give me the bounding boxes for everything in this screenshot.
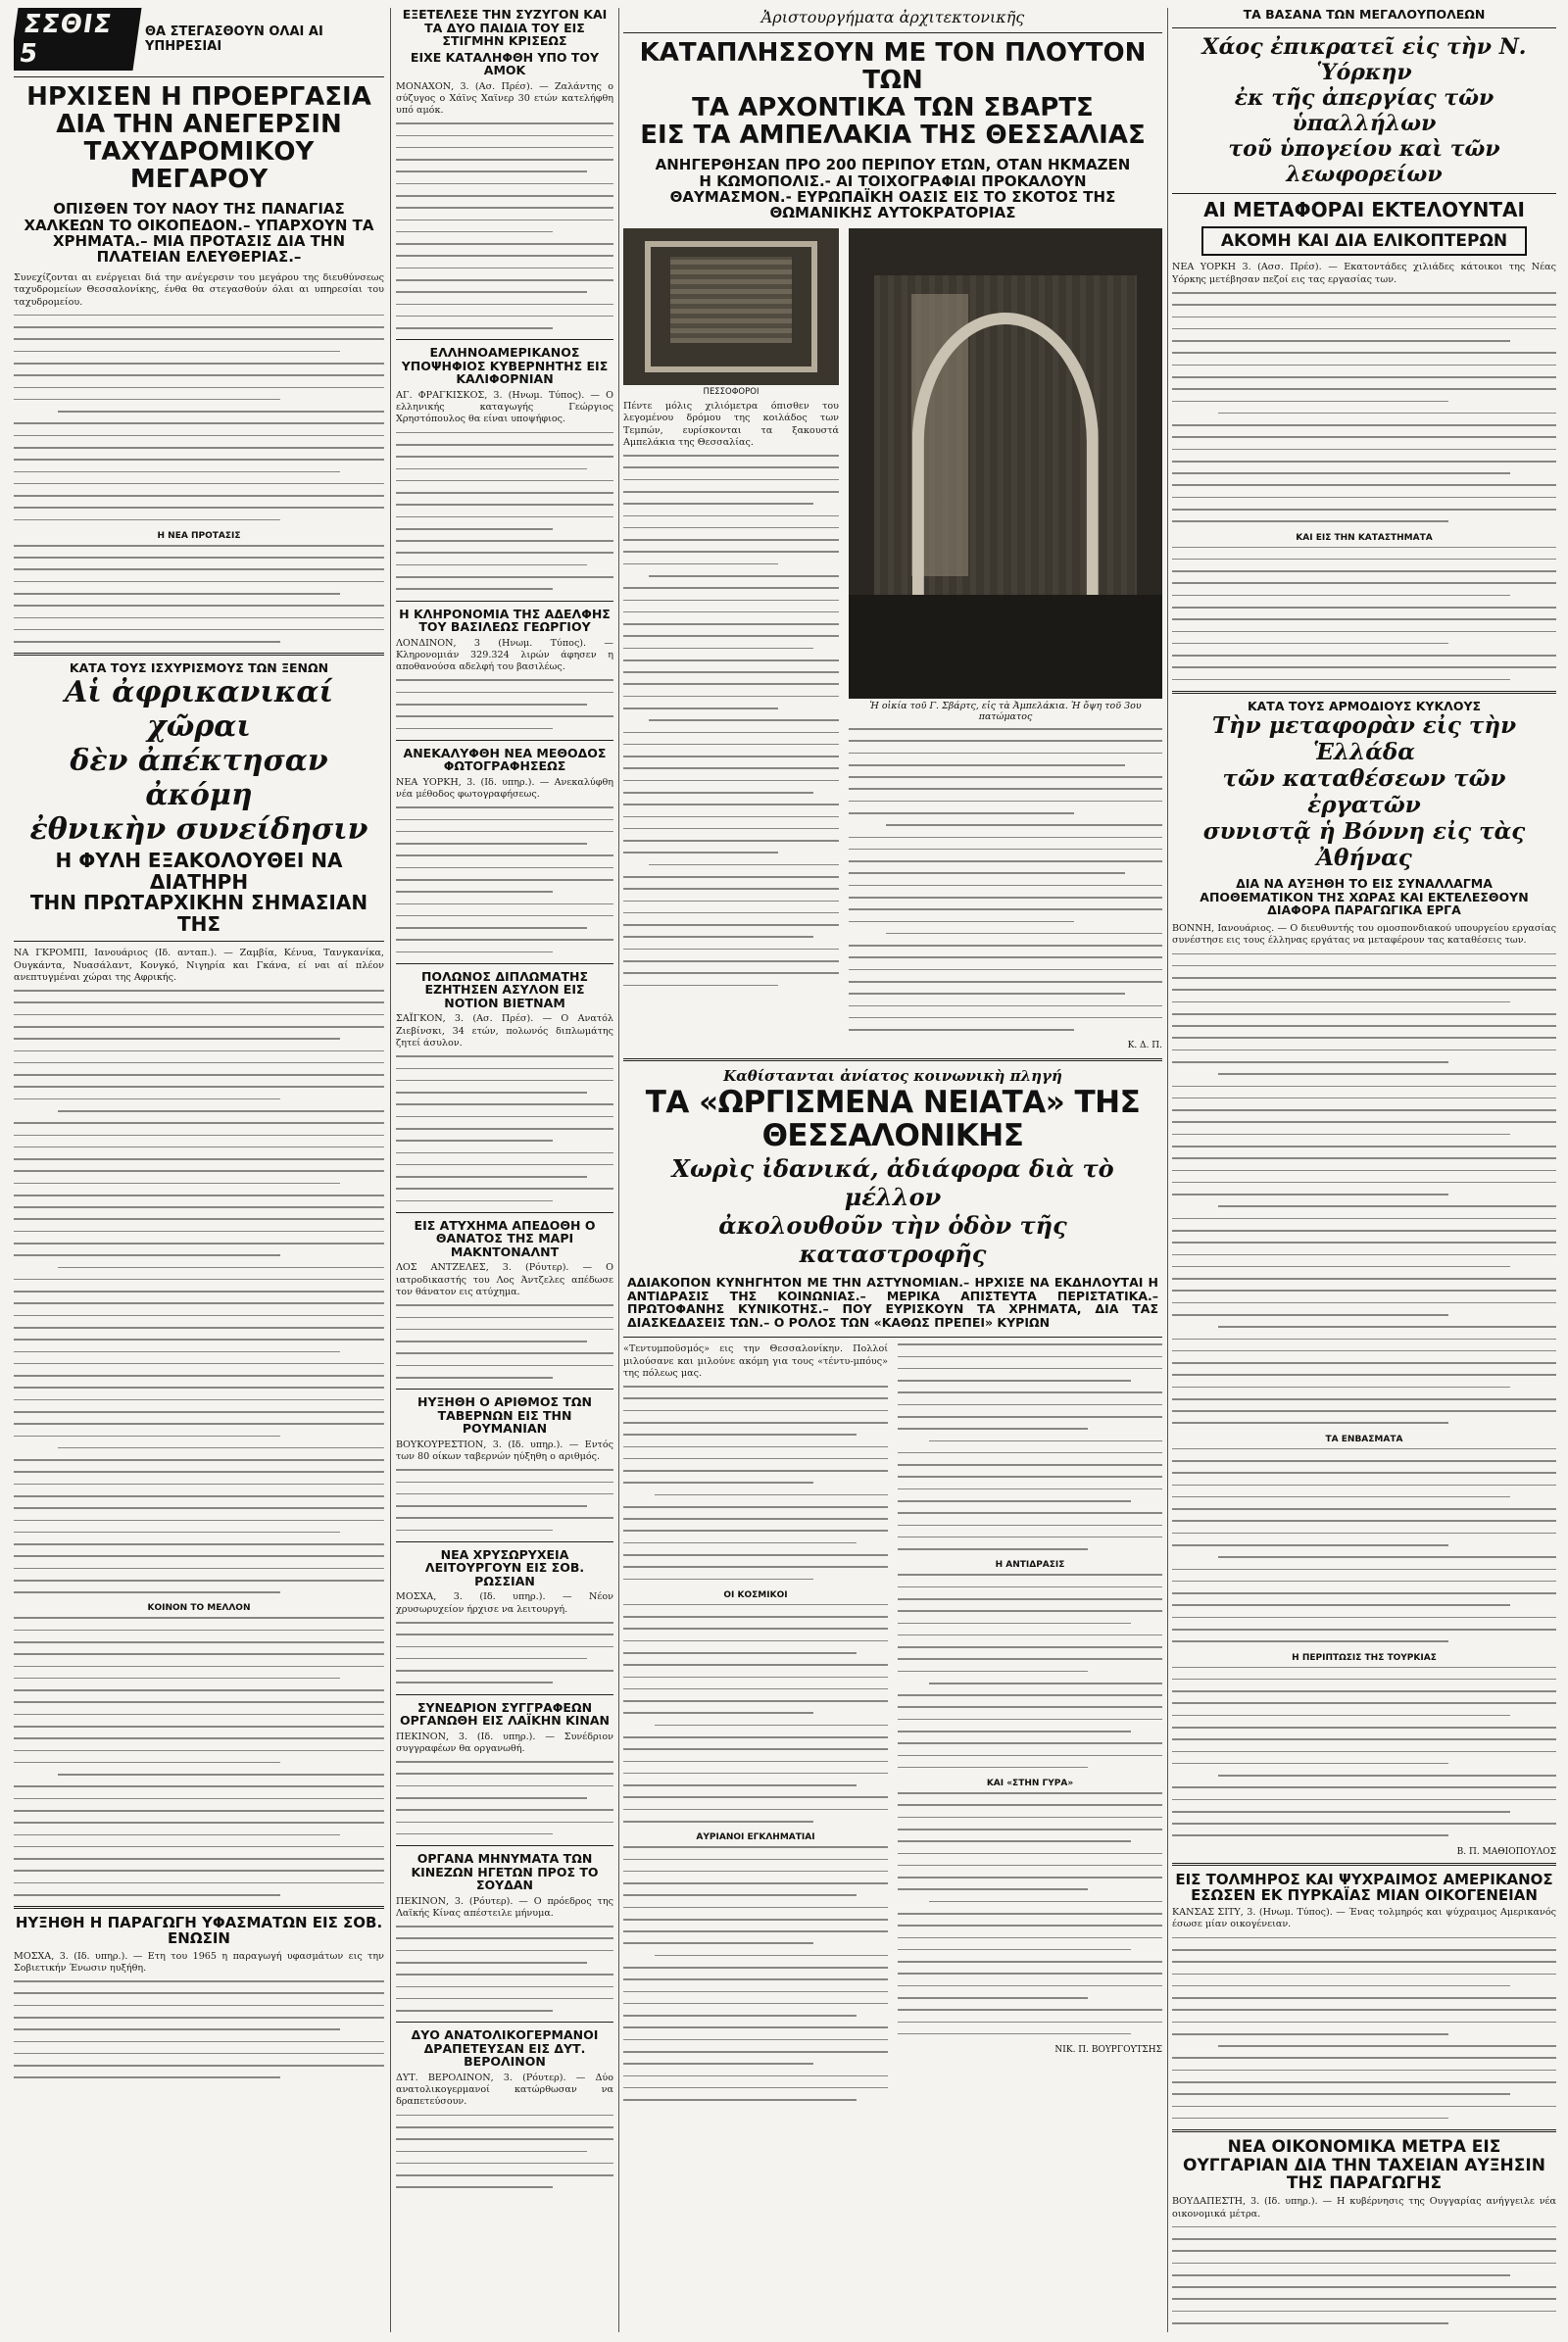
headline: συνιστᾷ ἡ Βόννη εἰς τὰς Ἀθήνας — [1202, 818, 1526, 872]
body-text — [623, 1846, 888, 2101]
article-lead: ΒΟΝΝΗ, Ιανουάριος. — Ο διευθυντής του ομοσπονδιακού υπουργείου εργασίας συνέστησε εις τους έλληνας εργάτας να μεταφέρουν τας καταθέσεις των. — [1172, 922, 1556, 947]
subhead: ΚΑΙ ΕΙΣ ΤΗΝ ΚΑΤΑΣΤΗΜΑΤΑ — [1296, 532, 1433, 543]
deck: ΟΠΙΣΘΕΝ ΤΟΥ ΝΑΟΥ ΤΗΣ ΠΑΝΑΓΙΑΣ ΧΑΛΚΕΩΝ ΤΟ ΟΙΚΟΠΕΔΟΝ.– ΥΠΑΡΧΟΥΝ ΤΑ ΧΡΗΜΑΤΑ.– ΜΙΑ ΠΡΟΤΑΣΙΣ ΔΙΑ ΤΗΝ ΠΛΑΤΕΙΑΝ ΕΛΕΥΘΕΡΙΑΣ.– — [24, 200, 374, 266]
headline: ΗΥΞΗΘΗ Ο ΑΡΙΘΜΟΣ ΤΩΝ ΤΑΒΕΡΝΩΝ ΕΙΣ ΤΗΝ ΡΟΥΜΑΝΙΑΝ — [417, 1394, 592, 1437]
headline: ΕΙΣ ΤΟΛΜΗΡΟΣ ΚΑΙ ΨΥΧΡΑΙΜΟΣ ΑΜΕΡΙΚΑΝΟΣ ΕΣΩΣΕΝ ΕΚ ΠΥΡΚΑΪΑΣ ΜΙΑΝ ΟΙΚΟΓΕΝΕΙΑΝ — [1175, 1870, 1553, 1904]
headline: ΠΟΛΩΝΟΣ ΔΙΠΛΩΜΑΤΗΣ ΕΖΗΤΗΣΕΝ ΑΣΥΛΟΝ ΕΙΣ ΝΟΤΙΟΝ ΒΙΕΤΝΑΜ — [420, 968, 589, 1010]
deck: ΔΙΑ ΝΑ ΑΥΞΗΘΗ ΤΟ ΕΙΣ ΣΥΝΑΛΛΑΓΜΑ ΑΠΟΘΕΜΑΤΙΚΟΝ ΤΗΣ ΧΩΡΑΣ ΚΑΙ ΕΚΤΕΛΕΣΘΟΥΝ ΔΙΑΦΟΡΑ ΠΑΡΑΓΩΓΙΚΑ ΕΡΓΑ — [1200, 876, 1529, 918]
headline: ΔΥΟ ΑΝΑΤΟΛΙΚΟΓΕΡΜΑΝΟΙ ΔΡΑΠΕΤΕΥΣΑΝ ΕΙΣ ΔΥΤ. ΒΕΡΟΛΙΝΟΝ — [411, 2027, 599, 2070]
photo-caption: Ἡ οἰκία τοῦ Γ. Σβάρτς, εἰς τὰ Ἀμπελάκια. Ἡ ὄψη τοῦ 3ου πατώματος — [869, 701, 1142, 723]
body-text — [1172, 1667, 1556, 1837]
article-lead: ΝΑ ΓΚΡΟΜΠΙ, Ιανουάριος (Ιδ. ανταπ.). — Ζαμβία, Κένυα, Τανγκανίκα, Ουγκάντα, Νυασάλαντ, Κονγκό, Νιγηρία και Γκάνα, εί ναι αί πλέον ανεπτυγμέναι χώραι της Αφρικής. — [14, 948, 384, 983]
headline: ΤΑ ΑΡΧΟΝΤΙΚΑ ΤΩΝ ΣΒΑΡΤΣ — [692, 93, 1094, 123]
deck: ΑΝΗΓΕΡΘΗΣΑΝ ΠΡΟ 200 ΠΕΡΙΠΟΥ ΕΤΩΝ, ΟΤΑΝ ΗΚΜΑΖΕΝ Η ΚΩΜΟΠΟΛΙΣ.- ΑΙ ΤΟΙΧΟΓΡΑΦΙΑΙ ΠΡΟΚΑΛΟΥΝ ΘΑΥΜΑΣΜΟΝ.- ΕΥΡΩΠΑΪΚΗ ΟΑΣΙΣ ΕΙΣ ΤΟ ΣΚΟΤΟΣ ΤΗΣ ΘΩΜΑΝΙΚΗΣ ΑΥΤΟΚΡΑΤΟΡΙΑΣ — [655, 156, 1131, 221]
divider — [396, 1845, 613, 1846]
article-lead: ΜΟΣΧΑ, 3. (Ιδ. υπηρ.). — Ετη του 1965 η παραγωγή υφασμάτων εις την Σοβιετικήν Ένωσιν ηυξήθη. — [14, 1950, 384, 1974]
subhead: ΚΟΙΝΟΝ ΤΟ ΜΕΛΛΟΝ — [147, 1603, 251, 1614]
divider — [396, 1694, 613, 1695]
body-text — [396, 1761, 613, 1834]
kicker: Καθίστανται ἀνίατος κοινωνικὴ πληγή — [723, 1067, 1062, 1086]
kicker: ΚΑΤΑ ΤΟΥΣ ΑΡΜΟΔΙΟΥΣ ΚΥΚΛΟΥΣ — [1247, 698, 1482, 713]
divider — [396, 1389, 613, 1390]
article-lead: ΠΕΚΙΝΟΝ, 3. (Ιδ. υπηρ.). — Συνέδριον συγγραφέων θα οργανωθή. — [396, 1731, 613, 1754]
deck-box — [1201, 226, 1527, 256]
headline: ΚΑΤΑΠΛΗΣΣΟΥΝ ΜΕ ΤΟΝ ΠΛΟΥΤΟΝ ΤΩΝ — [639, 38, 1147, 96]
body-text — [14, 545, 384, 643]
byline: Β. Π. ΜΑΘΙΟΠΟΥΛΟΣ — [1456, 1846, 1556, 1857]
column-4 — [1172, 8, 1556, 2332]
deck: ΕΙΧΕ ΚΑΤΑΛΗΦΘΗ ΥΠΟ ΤΟΥ ΑΜΟΚ — [410, 49, 600, 77]
body-text — [623, 1386, 888, 1580]
article-lead: ΚΑΝΣΑΣ ΣΙΤΥ, 3. (Ηνωμ. Τύπος). — Ένας τολμηρός και ψύχραιμος Αμερικανός έσωσε μίαν οικογένειαν. — [1172, 1907, 1556, 1930]
divider — [396, 339, 613, 340]
article-lead: ΔΥΤ. ΒΕΡΟΛΙΝΟΝ, 3. (Ρόυτερ). — Δύο ανατολικογερμανοί κατώρθωσαν να δραπετεύσουν. — [396, 2072, 613, 2108]
body-text — [396, 1469, 613, 1531]
deck: ΑΙ ΜΕΤΑΦΟΡΑΙ ΕΚΤΕΛΟΥΝΤΑΙ — [1203, 197, 1525, 221]
body-text — [14, 1617, 384, 1895]
body-text — [898, 1343, 1162, 1549]
article-lead: ΜΟΣΧΑ, 3. (Ιδ. υπηρ.). — Νέον χρυσωρυχείον ήρχισε να λειτουργή. — [396, 1591, 613, 1615]
deck: Η ΦΥΛΗ ΕΞΑΚΟΛΟΥΘΕΙ ΝΑ ΔΙΑΤΗΡΗ — [55, 848, 343, 894]
subhead: Η ΑΝΤΙΔΡΑΣΙΣ — [995, 1560, 1065, 1571]
headline: ΕΙΣ ΑΤΥΧΗΜΑ ΑΠΕΔΟΘΗ Ο ΘΑΝΑΤΟΣ ΤΗΣ ΜΑΡΙ ΜΑΚΝΤΟΝΑΛΝΤ — [414, 1217, 596, 1259]
column-rule — [1167, 8, 1168, 2332]
divider — [623, 32, 1162, 33]
article-lead: ΝΕΑ ΥΟΡΚΗ, 3. (Ιδ. υπηρ.). — Ανεκαλύφθη νέα μέθοδος φωτογραφήσεως. — [396, 776, 613, 801]
headline: ΤΑ «ΩΡΓΙΣΜΕΝΑ ΝΕΙΑΤΑ» ΤΗΣ ΘΕΣΣΑΛΟΝΙΚΗΣ — [645, 1085, 1141, 1153]
headline: ἀκολουθοῦν τὴν ὁδὸν τῆς καταστροφῆς — [718, 1211, 1067, 1269]
subhead: ΑΥΡΙΑΝΟΙ ΕΓΚΛΗΜΑΤΙΑΙ — [696, 1832, 815, 1843]
article-lead: ΛΟΝΔΙΝΟΝ, 3 (Ηνωμ. Τύπος). — Κληρονομιάν 329.324 λιρών άφησεν η αποθανούσα αδελφή του βασιλέως. — [396, 637, 613, 673]
deck: ΑΚΟΜΗ ΚΑΙ ΔΙΑ ΕΛΙΚΟΠΤΕΡΩΝ — [1220, 231, 1508, 252]
body-text — [396, 679, 613, 729]
body-text — [623, 1604, 888, 1823]
mansion-photo — [849, 228, 1162, 699]
article-lead: ΣΑΪΓΚΟΝ, 3. (Ασ. Πρέσ). — Ο Ανατόλ Ζιεβίνσκι, 34 ετών, πολωνός διπλωμάτης ζητεί άσυλον. — [396, 1013, 613, 1049]
body-text — [14, 1980, 384, 2078]
deck: ΑΔΙΑΚΟΠΟΝ ΚΥΝΗΓΗΤΟΝ ΜΕ ΤΗΝ ΑΣΤΥΝΟΜΙΑΝ.– ΗΡΧΙΣΕ ΝΑ ΕΚΔΗΛΟΥΤΑΙ Η ΑΝΤΙΔΡΑΣΙΣ ΤΗΣ ΚΟΙΝΩΝΙΑΣ.– ΜΕΡΙΚΑ ΑΠΙΣΤΕΥΤΑ ΠΕΡΙΣΤΑΤΙΚΑ.– ΠΡΩΤΟΦΑΝΗΣ ΚΥΝΙΚΟΤΗΣ.– ΠΟΥ ΕΥΡΙΣΚΟΥΝ ΤΑ ΧΡΗΜΑΤΑ, ΔΙΑ ΤΑΣ ΔΙΑΣΚΕΔΑΣΕΙΣ ΤΩΝ.– Ο ΡΟΛΟΣ ΤΩΝ «ΚΑΘΩΣ ΠΡΕΠΕΙ» ΚΥΡΙΩΝ — [627, 1275, 1158, 1330]
deck: ΤΗΝ ΠΡΩΤΑΡΧΙΚΗΝ ΣΗΜΑΣΙΑΝ ΤΗΣ — [29, 891, 368, 936]
headline: Χωρὶς ἰδανικά, ἀδιάφορα διὰ τὸ μέλλον — [671, 1154, 1114, 1212]
subhead: Η ΠΕΡΙΠΤΩΣΙΣ ΤΗΣ ΤΟΥΡΚΙΑΣ — [1292, 1652, 1437, 1663]
headline: ἐκ τῆς ἀπεργίας τῶν ὑπαλλήλων — [1234, 84, 1494, 136]
kicker: Ἀριστουργήματα ἀρχιτεκτονικῆς — [760, 8, 1025, 26]
body-text — [396, 2115, 613, 2188]
divider — [1172, 1863, 1556, 1866]
divider — [14, 1906, 384, 1909]
headline: Τὴν μεταφορὰν εἰς τὴν Ἑλλάδα — [1211, 712, 1517, 766]
divider — [1172, 2129, 1556, 2132]
kicker: ΤΑ ΒΑΣΑΝΑ ΤΩΝ ΜΕΓΑΛΟΥΠΟΛΕΩΝ — [1243, 8, 1486, 22]
headline: ΝΕΑ ΟΙΚΟΝΟΜΙΚΑ ΜΕΤΡΑ ΕΙΣ ΟΥΓΓΑΡΙΑΝ ΔΙΑ ΤΗΝ ΤΑΧΕΙΑΝ ΑΥΞΗΣΙΝ ΤΗΣ ΠΑΡΑΓΩΓΗΣ — [1183, 2137, 1545, 2193]
body-text — [396, 806, 613, 952]
body-text — [1172, 292, 1556, 522]
divider — [1172, 691, 1556, 694]
divider — [623, 1058, 1162, 1061]
headline: τῶν καταθέσεων τῶν ἐργατῶν — [1222, 765, 1506, 819]
subhead: ΤΑ ΕΝΒΑΣΜΑΤΑ — [1325, 1434, 1403, 1444]
body-text — [396, 1304, 613, 1378]
body-text — [849, 728, 1162, 1031]
article-lead: ΒΟΥΚΟΥΡΕΣΤΙΟΝ, 3. (Ιδ. υπηρ.). — Εντός των 80 οίκων ταβερνών ηύξηθη ο αριθμός. — [396, 1439, 613, 1462]
article-lead: ΝΕΑ ΥΟΡΚΗ 3. (Ασσ. Πρέσ). — Εκατοντάδες χιλιάδες κάτοικοι της Νέας Υόρκης μετέβησαν πεζοί εις τας εργασίας των. — [1172, 262, 1556, 285]
divider — [396, 601, 613, 602]
headline: ἐθνικὴν συνείδησιν — [29, 811, 368, 847]
subhead: ΚΑΙ «ΣΤΗΝ ΓΥΡΑ» — [986, 1779, 1074, 1789]
body-text — [396, 432, 613, 590]
body-text — [1172, 953, 1556, 1425]
photo-caption: ΠΕΣΣΟΦΟΡΟΙ — [703, 387, 760, 398]
masthead-tagline: ΘΑ ΣΤΕΓΑΣΘΟΥΝ ΟΛΑΙ ΑΙ ΥΠΗΡΕΣΙΑΙ — [144, 24, 323, 54]
article-lead: ΛΟΣ ΑΝΤΖΕΛΕΣ, 3. (Ρόυτερ). — Ο ιατροδικαστής του Λος Άντζελες απέδωσε τον θάνατον εις ατύχημα. — [396, 1262, 613, 1297]
subhead: Η ΝΕΑ ΠΡΟΤΑΣΙΣ — [157, 530, 241, 541]
divider — [14, 653, 384, 656]
divider — [396, 2022, 613, 2023]
headline: δὲν ἀπέκτησαν ἀκόμη — [70, 743, 328, 812]
body-text — [898, 1574, 1162, 1768]
headline: ΕΞΕΤΕΛΕΣΕ ΤΗΝ ΣΥΖΥΓΟΝ ΚΑΙ ΤΑ ΔΥΟ ΠΑΙΔΙΑ ΤΟΥ ΕΙΣ ΣΤΙΓΜΗΝ ΚΡΙΣΕΩΣ — [402, 8, 608, 48]
divider — [1172, 27, 1556, 28]
masthead — [14, 8, 384, 71]
column-2 — [396, 8, 613, 2332]
headline: ΔΙΑ ΤΗΝ ΑΝΕΓΕΡΣΙΝ — [56, 110, 342, 140]
body-text — [1172, 1448, 1556, 1642]
body-text — [396, 1622, 613, 1683]
headline: ΤΑΧΥΔΡΟΜΙΚΟΥ ΜΕΓΑΡΟΥ — [83, 137, 315, 195]
headline: Χάος ἐπικρατεῖ εἰς τὴν Ν. Ὑόρκην — [1201, 33, 1527, 85]
byline: ΝΙΚ. Π. ΒΟΥΡΓΟΥΤΣΗΣ — [1054, 2045, 1162, 2056]
headline: ΕΙΣ ΤΑ ΑΜΠΕΛΑΚΙΑ ΤΗΣ ΘΕΣΣΑΛΙΑΣ — [640, 121, 1146, 151]
headline: Αἱ ἀφρικανικαί χῶραι — [65, 674, 333, 744]
headline: ΣΥΝΕΔΡΙΟΝ ΣΥΓΓΡΑΦΕΩΝ ΟΡΓΑΝΩΘΗ ΕΙΣ ΛΑΪΚΗΝ ΚΙΝΑΝ — [400, 1699, 610, 1729]
divider — [396, 740, 613, 741]
body-text — [1172, 1937, 1556, 2120]
headline: ΗΡΧΙΣΕΝ Η ΠΡΟΕΡΓΑΣΙΑ — [26, 82, 371, 112]
divider — [396, 1541, 613, 1542]
byline: Κ. Δ. Π. — [1127, 1041, 1162, 1051]
headline: τοῦ ὑπογείου καὶ τῶν λεωφορείων — [1228, 135, 1500, 187]
interior-photo — [623, 228, 839, 385]
article-lead: ΠΕΚΙΝΟΝ, 3. (Ρόυτερ). — Ο πρόεδρος της Λαϊκής Κίνας απέστειλε μήνυμα. — [396, 1895, 613, 1919]
divider — [1172, 193, 1556, 194]
column-rule — [618, 8, 619, 2332]
body-text — [14, 315, 384, 520]
article-lead: ΒΟΥΔΑΠΕΣΤΗ, 3. (Ιδ. υπηρ.). — Η κυβέρνησις της Ουγγαρίας ανήγγειλε νέα οικονομικά μέτρα. — [1172, 2196, 1556, 2220]
column-1 — [14, 8, 384, 2332]
body-text — [396, 1926, 613, 2012]
divider — [623, 1337, 1162, 1338]
body-text — [396, 1055, 613, 1201]
article-lead: «Τεντυμποϋσμός» εις την Θεσσαλονίκην. Πολλοί μιλούσανε και μιλούνε ακόμη για τους «τέντυ-μπόυς» της πόλεως μας. — [623, 1343, 888, 1379]
divider — [14, 76, 384, 77]
divider — [396, 963, 613, 964]
body-text — [1172, 2226, 1556, 2332]
body-text — [396, 122, 613, 328]
section-logo: ΣΣΘΙΣ 5 — [14, 8, 141, 71]
article-lead: Συνεχίζονται αι ενέργειαι διά την ανέγερσιν του μεγάρου της διευθύνσεως ταχυδρομείων Θεσσαλονίκης, ένθα θα στεγασθούν όλαι αι υπηρεσίαι του ταχυδρομείου. — [14, 272, 384, 308]
headline: ΝΕΑ ΧΡΥΣΩΡΥΧΕΙΑ ΛΕΙΤΟΥΡΓΟΥΝ ΕΙΣ ΣΟΒ. ΡΩΣΣΙΑΝ — [424, 1546, 585, 1588]
headline: ΕΛΛΗΝΟΑΜΕΡΙΚΑΝΟΣ ΥΠΟΨΗΦΙΟΣ ΚΥΒΕΡΝΗΤΗΣ ΕΙΣ ΚΑΛΙΦΟΡΝΙΑΝ — [401, 345, 609, 387]
column-rule — [390, 8, 391, 2332]
article-lead: ΜΟΝΑΧΟΝ, 3. (Ασ. Πρέσ). — Ζαλάντης ο σύζυγος ο Χάϊνς Χαϊνερ 30 ετών κατελήφθη υπό αμόκ. — [396, 80, 613, 117]
subhead: ΟΙ ΚΟΣΜΙΚΟΙ — [723, 1589, 788, 1600]
body-text — [623, 455, 839, 986]
article-lead: ΑΓ. ΦΡΑΓΚΙΣΚΟΣ, 3. (Ηνωμ. Τύπος). — Ο ελληνικής καταγωγής Γεώργιος Χρηστόπουλος θα είναι υποψήφιος. — [396, 389, 613, 425]
headline: Η ΚΛΗΡΟΝΟΜΙΑ ΤΗΣ ΑΔΕΛΦΗΣ ΤΟΥ ΒΑΣΙΛΕΩΣ ΓΕΩΡΓΙΟΥ — [399, 606, 611, 635]
article-lead: Πέντε μόλις χιλιόμετρα όπισθεν του λεγομένου δρόμου της κοιλάδος των Τεμπών, ευρίσκονται τα ξακουστά Αμπελάκια της Θεσσαλίας. — [623, 401, 839, 448]
kicker: ΚΑΤΑ ΤΟΥΣ ΙΣΧΥΡΙΣΜΟΥΣ ΤΩΝ ΞΕΝΩΝ — [69, 660, 329, 676]
body-text — [898, 1792, 1162, 2034]
headline: ΗΥΞΗΘΗ Η ΠΑΡΑΓΩΓΗ ΥΦΑΣΜΑΤΩΝ ΕΙΣ ΣΟΒ. ΕΝΩΣΙΝ — [15, 1914, 383, 1948]
divider — [396, 1212, 613, 1213]
column-3 — [623, 8, 1162, 2332]
body-text — [14, 990, 384, 1593]
headline: ΑΝΕΚΑΛΥΦΘΗ ΝΕΑ ΜΕΘΟΔΟΣ ΦΩΤΟΓΡΑΦΗΣΕΩΣ — [403, 745, 607, 774]
body-text — [1172, 547, 1556, 681]
divider — [14, 941, 384, 942]
headline: ΟΡΓΑΝΑ ΜΗΝΥΜΑΤΑ ΤΩΝ ΚΙΝΕΖΩΝ ΗΓΕΤΩΝ ΠΡΟΣ ΤΟ ΣΟΥΔΑΝ — [411, 1851, 599, 1893]
